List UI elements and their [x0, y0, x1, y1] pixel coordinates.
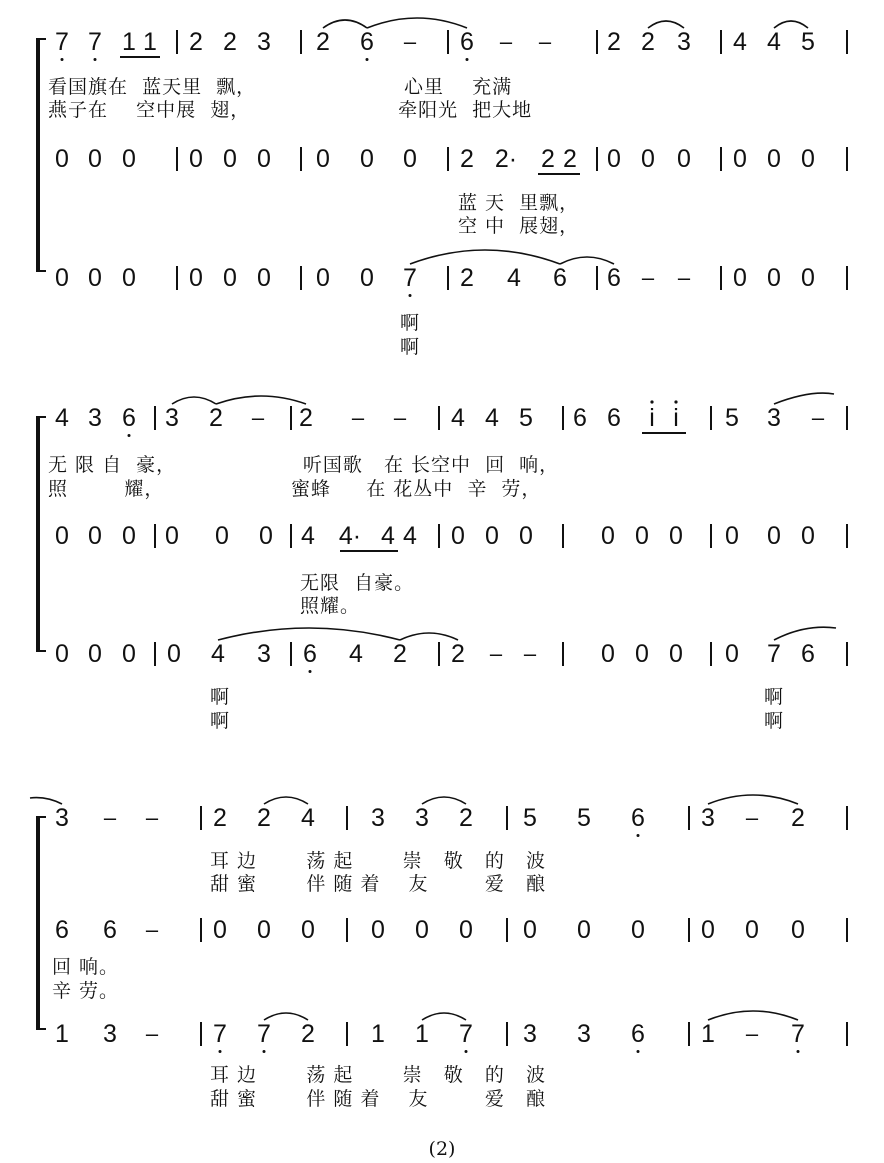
note: 0 [577, 916, 591, 944]
note: 7 [257, 1020, 271, 1048]
note: 0 [767, 522, 781, 550]
note: – [499, 29, 513, 54]
lyric-line: 啊 [764, 710, 785, 732]
note: 4 [451, 404, 465, 432]
note: – [403, 29, 417, 54]
note: – [523, 641, 537, 666]
note: 4· [338, 522, 362, 550]
lyric-line: 空 中 展翅， [458, 215, 580, 237]
slur [264, 797, 308, 804]
note: 2 [460, 145, 474, 173]
note: 4 [211, 640, 225, 668]
note: 6 [573, 404, 587, 432]
note: 2 [301, 1020, 315, 1048]
note: 0 [360, 264, 374, 292]
note: 4 [301, 522, 315, 550]
note: 7 [88, 28, 102, 56]
note: 0 [523, 916, 537, 944]
note: 5 [519, 404, 533, 432]
note: 0 [257, 145, 271, 173]
note: 5 [577, 804, 591, 832]
note: 3 [103, 1020, 117, 1048]
note: 0 [223, 264, 237, 292]
slur [218, 628, 400, 640]
lyric-line: 甜 蜜 伴 随 着 友 爱 酿 [210, 873, 546, 895]
note: 3 [577, 1020, 591, 1048]
note: – [145, 805, 159, 830]
lyric-line: 照耀。 [300, 595, 361, 617]
note: 4 [733, 28, 747, 56]
note: 2 [451, 640, 465, 668]
note: 0 [485, 522, 499, 550]
lyric-line: 辛 劳。 [52, 980, 120, 1002]
note: 2 [791, 804, 805, 832]
note: 2 [189, 28, 203, 56]
note: 2 [459, 804, 473, 832]
note: 0 [55, 145, 69, 173]
note: 0 [451, 522, 465, 550]
note: 5 [523, 804, 537, 832]
note: 6 [360, 28, 374, 56]
note: 0 [635, 640, 649, 668]
slur [774, 393, 834, 404]
note: 3 [371, 804, 385, 832]
note: 0 [635, 522, 649, 550]
note: 4 [403, 522, 417, 550]
note: 0 [791, 916, 805, 944]
note: 0 [745, 916, 759, 944]
note: 2 [223, 28, 237, 56]
note: 0 [601, 640, 615, 668]
note: 3 [257, 28, 271, 56]
note: 6 [303, 640, 317, 668]
note: 5 [725, 404, 739, 432]
slur [323, 20, 367, 28]
note: – [351, 405, 365, 430]
note: 1 [371, 1020, 385, 1048]
note: 3 [677, 28, 691, 56]
note: 7 [403, 264, 417, 292]
note: 6 [103, 916, 117, 944]
note: 0 [55, 640, 69, 668]
note: 0 [601, 522, 615, 550]
note: 1 [122, 28, 136, 56]
note: i [649, 404, 655, 432]
note: 0 [215, 522, 229, 550]
note: 7 [791, 1020, 805, 1048]
note: 0 [677, 145, 691, 173]
note: 0 [519, 522, 533, 550]
note: 6 [55, 916, 69, 944]
lyric-line: 啊 [764, 686, 785, 708]
lyric-line: 照 耀， 蜜蜂 在 花丛中 辛 劳， [48, 478, 542, 500]
note: 2 [393, 640, 407, 668]
note: 0 [371, 916, 385, 944]
note: 0 [801, 145, 815, 173]
note: 1 [415, 1020, 429, 1048]
note: 0 [733, 264, 747, 292]
slur [560, 257, 614, 264]
lyric-line: 耳 边 荡 起 崇 敬 的 波 [210, 850, 546, 872]
note: 4 [485, 404, 499, 432]
note: 2 [563, 145, 577, 173]
note: 4 [301, 804, 315, 832]
slur [367, 18, 467, 28]
slur [410, 250, 560, 264]
note: 0 [631, 916, 645, 944]
slur [774, 21, 808, 28]
note: 3 [415, 804, 429, 832]
slur [216, 396, 306, 404]
note: 6 [122, 404, 136, 432]
note: 0 [669, 522, 683, 550]
note: 1 [701, 1020, 715, 1048]
lyric-line: 燕子在 空中展 翅， 牵阳光 把大地 [48, 99, 533, 121]
note: 0 [167, 640, 181, 668]
slur [400, 633, 458, 640]
note: 0 [767, 264, 781, 292]
note: – [103, 805, 117, 830]
note: 3 [88, 404, 102, 432]
note: 2 [460, 264, 474, 292]
note: 0 [223, 145, 237, 173]
note: 0 [801, 264, 815, 292]
note: 0 [257, 916, 271, 944]
note: 6 [607, 264, 621, 292]
note: 0 [55, 522, 69, 550]
note: 2 [641, 28, 655, 56]
note: 5 [801, 28, 815, 56]
note: 2 [607, 28, 621, 56]
note: 0 [88, 640, 102, 668]
note: 4 [767, 28, 781, 56]
lyric-line: 回 响。 [52, 956, 120, 978]
note: – [145, 1021, 159, 1046]
lyric-line: 看国旗在 蓝天里 飘， 心里 充满 [48, 76, 513, 98]
slur [774, 627, 836, 640]
note: – [641, 265, 655, 290]
slur [422, 1013, 466, 1020]
note: 0 [189, 264, 203, 292]
note: 2 [299, 404, 313, 432]
note: 0 [301, 916, 315, 944]
note: 2 [209, 404, 223, 432]
note: 2 [213, 804, 227, 832]
note: 1 [143, 28, 157, 56]
slur [708, 795, 798, 804]
note: 7 [767, 640, 781, 668]
note: 6 [553, 264, 567, 292]
note: 0 [459, 916, 473, 944]
note: 0 [259, 522, 273, 550]
note: 4 [55, 404, 69, 432]
lyric-line: 蓝 天 里飘， [458, 192, 580, 214]
slur [264, 1013, 308, 1020]
note: 3 [165, 404, 179, 432]
note: 0 [213, 916, 227, 944]
note: 0 [122, 145, 136, 173]
note: 0 [403, 145, 417, 173]
note: 0 [801, 522, 815, 550]
note: – [145, 917, 159, 942]
note: 4 [507, 264, 521, 292]
note: 3 [55, 804, 69, 832]
note: 2 [316, 28, 330, 56]
lyric-line: 甜 蜜 伴 随 着 友 爱 酿 [210, 1088, 546, 1110]
note: 6 [607, 404, 621, 432]
slur [708, 1011, 798, 1020]
slur [30, 798, 62, 804]
note: 7 [213, 1020, 227, 1048]
note: 0 [257, 264, 271, 292]
note: 2 [541, 145, 555, 173]
lyric-line: 耳 边 荡 起 崇 敬 的 波 [210, 1064, 546, 1086]
note: 3 [523, 1020, 537, 1048]
note: 6 [631, 804, 645, 832]
slur [172, 397, 216, 404]
note: 0 [189, 145, 203, 173]
note: 4 [349, 640, 363, 668]
note: – [745, 1021, 759, 1046]
note: 0 [733, 145, 747, 173]
note: 0 [607, 145, 621, 173]
note: 0 [669, 640, 683, 668]
note: 0 [415, 916, 429, 944]
note: 0 [701, 916, 715, 944]
high-octave-dot [650, 400, 653, 403]
note: 0 [122, 522, 136, 550]
note: 0 [316, 145, 330, 173]
lyric-line: 啊 [210, 686, 231, 708]
note: 3 [701, 804, 715, 832]
note: – [489, 641, 503, 666]
note: 6 [631, 1020, 645, 1048]
note: 2· [494, 145, 518, 173]
note: 7 [459, 1020, 473, 1048]
note: 2 [257, 804, 271, 832]
note: 7 [55, 28, 69, 56]
page-number: (2) [428, 1138, 456, 1160]
note: 0 [316, 264, 330, 292]
note: 0 [55, 264, 69, 292]
note: 3 [257, 640, 271, 668]
note: 4 [381, 522, 395, 550]
slur [648, 21, 684, 28]
note: – [677, 265, 691, 290]
lyric-line: 无限 自豪。 [300, 572, 415, 594]
lyric-line: 无 限 自 豪， 听国歌 在 长空中 回 响， [48, 454, 560, 476]
lyric-line: 啊 [210, 710, 231, 732]
note: 0 [88, 522, 102, 550]
note: 0 [725, 640, 739, 668]
note: 0 [88, 264, 102, 292]
note: – [538, 29, 552, 54]
note: 0 [641, 145, 655, 173]
note: 0 [360, 145, 374, 173]
note: 0 [122, 264, 136, 292]
note: 6 [460, 28, 474, 56]
note: 1 [55, 1020, 69, 1048]
note: 0 [165, 522, 179, 550]
lyric-line: 啊 [400, 336, 421, 358]
high-octave-dot [674, 400, 677, 403]
note: 0 [88, 145, 102, 173]
note: 0 [725, 522, 739, 550]
note: 0 [122, 640, 136, 668]
lyric-line: 啊 [400, 312, 421, 334]
note: 3 [767, 404, 781, 432]
note: – [745, 805, 759, 830]
note: 6 [801, 640, 815, 668]
note: – [393, 405, 407, 430]
note: i [673, 404, 679, 432]
slur [422, 797, 466, 804]
note: – [811, 405, 825, 430]
note: 0 [767, 145, 781, 173]
note: – [251, 405, 265, 430]
